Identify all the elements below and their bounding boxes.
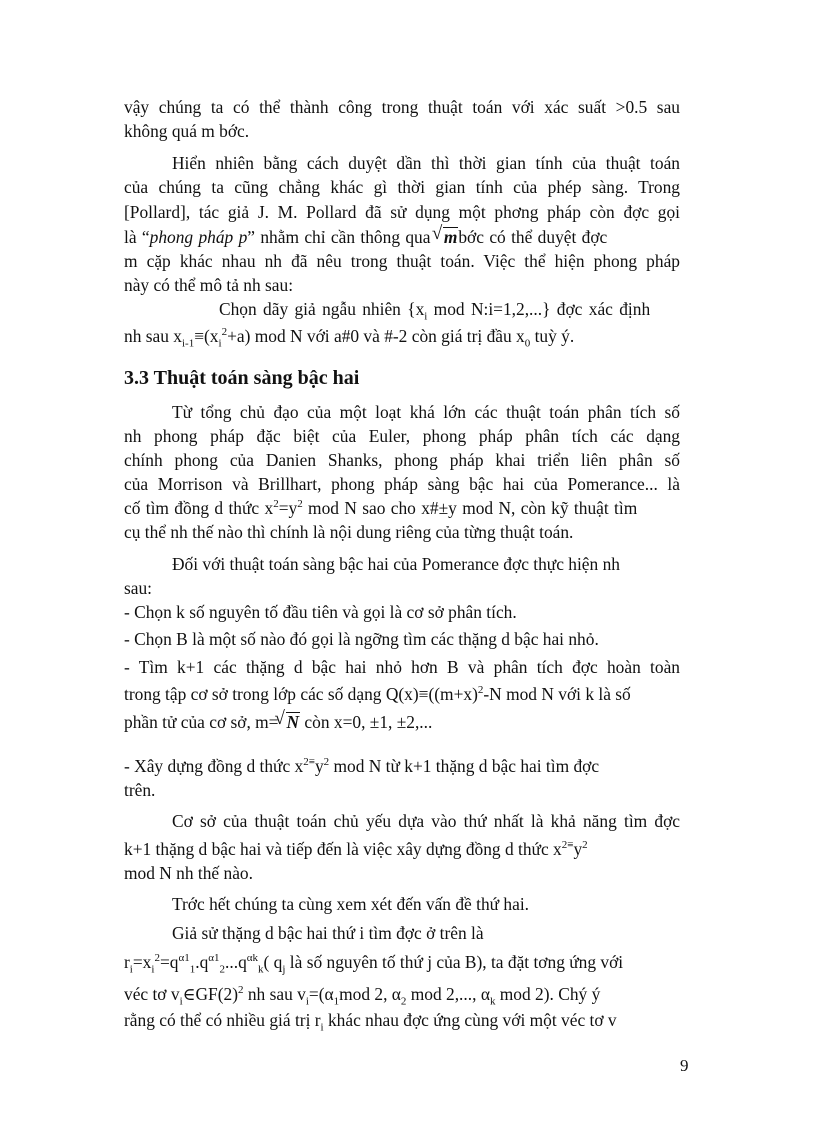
text-line: nh phong pháp đặc biệt của Euler, phong pháp phân tích các dạng	[124, 426, 680, 446]
sqrt-symbol: √ N	[279, 711, 301, 733]
text-line: véc tơ $v_i\in GF(2)^2$ nh sau $v_i=(\alpha_1mod$ 2, $\alpha_2$ mod 2,..., $\alpha_k$ mod 2). Chý ý	[124, 984, 601, 1008]
text-line: Cơ sở của thuật toán chủ yếu dựa vào thứ nhất là khả năng tìm đợc	[172, 811, 680, 831]
text-line: mod N nh thế nào.	[124, 863, 253, 883]
text-line: phần tử của cơ sở, m=√ N còn x=0, ±1, ±2,...	[124, 711, 432, 733]
text-line: Đối với thuật toán sàng bậc hai của Pomerance đợc thực hiện nh	[172, 554, 620, 574]
text-line: Chọn dãy giả ngẫu nhiên {$x_i$ mod N:i=1,2,...} đợc xác định	[219, 299, 651, 323]
text-line: nh sau $x_{i-1}\equiv(x_i^2+a)$ mod N với a#0 và #-2 còn giá trị đầu $x_0$ tuỳ ý.	[124, 326, 575, 350]
text-line: - Xây dựng đồng d thức $x^{2\equiv}y^2$ mod N từ k+1 thặng d bậc hai tìm đợc	[124, 756, 600, 776]
text-line: Từ tổng chủ đạo của một loạt khá lớn các thuật toán phân tích số	[172, 402, 680, 422]
text-line: trên.	[124, 780, 156, 800]
text-line: m cặp khác nhau nh đã nêu trong thuật toán. Việc thể hiện phong pháp	[124, 251, 680, 271]
text-line: - Tìm k+1 các thặng d bậc hai nhỏ hơn B và phân tích đợc hoàn toàn	[124, 657, 680, 677]
text-line: cố tìm đồng d thức $x^2=y^2$ mod N sao cho x#±y mod N, còn kỹ thuật tìm	[124, 498, 638, 518]
text-line: vậy chúng ta có thể thành công trong thuật toán với xác suất >0.5 sau	[124, 97, 680, 117]
text-line: là “phong pháp p” nhằm chỉ cần thông qua √ mbớc có thể duyệt đợc	[124, 226, 607, 248]
text-line: cụ thể nh thế nào thì chính là nội dung riêng của từng thuật toán.	[124, 522, 574, 542]
text-line: chính phong của Danien Shanks, phong pháp khai triển liên phân số	[124, 450, 680, 470]
text-line: k+1 thặng d bậc hai và tiếp đến là việc xây dựng đồng d thức $x^{2\equiv}y^2$	[124, 839, 588, 859]
text-line: Giả sử thặng d bậc hai thứ i tìm đợc ở trên là	[172, 923, 484, 943]
text-line: trong tập cơ sở trong lớp các số dạng $Q(x)\equiv((m+x)^2-N$ mod N với k là số	[124, 684, 631, 704]
page-number: 9	[680, 1056, 689, 1075]
text-line: $r_i=x_i^2=q^{\alpha 1}_1.q^{\alpha 1}_2...q^{\alpha k}_k$( $q_j$ là số nguyên tố thứ j của B), ta đặt tơng ứng với	[124, 952, 624, 976]
text-line: này có thể mô tả nh sau:	[124, 275, 294, 295]
text-line: [Pollard], tác giả J. M. Pollard đã sử dụng một phơng pháp còn đợc gọi	[124, 202, 680, 222]
text-line: - Chọn k số nguyên tố đầu tiên và gọi là cơ sở phân tích.	[124, 602, 517, 622]
text-line: của Morrison và Brillhart, phong pháp sàng bậc hai của Pomerance... là	[124, 474, 680, 494]
text-line: Hiển nhiên bằng cách duyệt dần thì thời gian tính của thuật toán	[172, 153, 680, 173]
text-line: của chúng ta cũng chẳng khác gì thời gian tính của phép sàng. Trong	[124, 177, 680, 197]
text-line: Trớc hết chúng ta cùng xem xét đến vấn đề thứ hai.	[172, 894, 530, 914]
text-line: sau:	[124, 578, 153, 598]
sqrt-symbol: √ m	[436, 226, 459, 248]
text-line: - Chọn B là một số nào đó gọi là ngỡng tìm các thặng d bậc hai nhỏ.	[124, 629, 599, 649]
text-line: rằng có thể có nhiều giá trị $r_i$ khác nhau đợc ứng cùng với một véc tơ v	[124, 1010, 617, 1034]
section-heading: 3.3 Thuật toán sàng bậc hai	[124, 367, 360, 389]
text-line: không quá m bớc.	[124, 121, 250, 141]
